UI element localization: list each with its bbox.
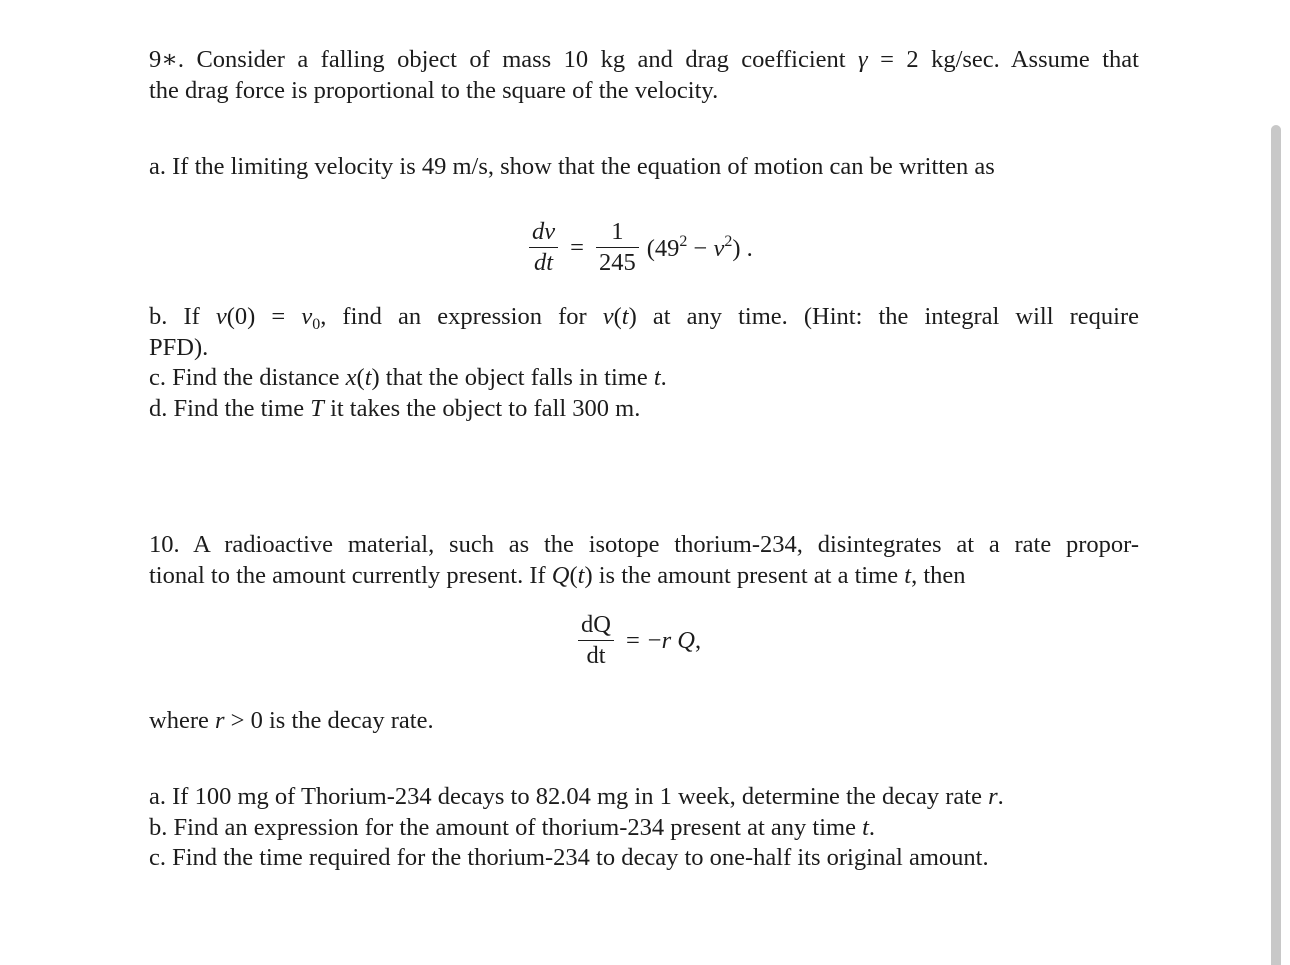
- problem-9-part-b-line-1: b. If $v(0) = v_0$, find an expression for v(t) at any time. (Hint: the integral will require: [149, 303, 1139, 333]
- equation-rhs: $(49^2 - v^2)$ .: [646, 232, 753, 262]
- problem-10-part-c: c. Find the time required for the thorium-234 to decay to one-half its original amount.: [149, 844, 989, 871]
- problem-9-part-c: c. Find the distance x(t) that the object falls in time t.: [149, 364, 667, 391]
- problem-9-part-a: a. If the limiting velocity is 49 m/s, show that the equation of motion can be written as: [149, 153, 995, 180]
- problem-9-part-b-line-2: PFD).: [149, 333, 209, 361]
- problem-10-part-b: b. Find an expression for the amount of thorium-234 present at any time t.: [149, 813, 876, 841]
- vertical-scrollbar[interactable]: [1271, 125, 1281, 965]
- problem-10-line-1: 10. A radioactive material, such as the isotope thorium-234, disintegrates at a rate propor-: [149, 531, 1139, 558]
- problem-9-line-1: 9∗. Consider a falling object of mass 10 kg and drag coefficient γ = 2 kg/sec. Assume that: [149, 46, 1139, 73]
- problem-9-parts-bcd: [149, 302, 1139, 424]
- problem-9-part-d: d. Find the time T it takes the object to fall 300 m.: [149, 394, 641, 422]
- dv-dt-fraction: $\frac{dv}{dt}$: [529, 219, 558, 276]
- equation-rhs: −r Q,: [647, 626, 702, 654]
- dq-dt-fraction: $\frac{dQ}{dt}$: [578, 612, 614, 669]
- problem-10-equation: $\frac{dQ}{dt}$ = −r Q,: [574, 612, 701, 669]
- problem-10-line-2: tional to the amount currently present. If Q(t) is the amount present at a time t, then: [149, 561, 966, 589]
- problem-9-equation: $\frac{dv}{dt}$ = $\frac{1}{245}$ $(49^2 - v^2)$ .: [525, 219, 753, 276]
- problem-10-part-a: a. If 100 mg of Thorium-234 decays to 82.04 mg in 1 week, determine the decay rate r.: [149, 783, 1004, 810]
- problem-9-line-2: the drag force is proportional to the square of the velocity.: [149, 76, 719, 104]
- problem-10-parts: [149, 782, 1139, 874]
- coefficient-fraction: $\frac{1}{245}$: [596, 219, 639, 276]
- decay-rate-note: where r > 0 is the decay rate.: [149, 707, 434, 734]
- problem-10-statement: [149, 530, 1139, 591]
- problem-9-statement: [149, 45, 1139, 106]
